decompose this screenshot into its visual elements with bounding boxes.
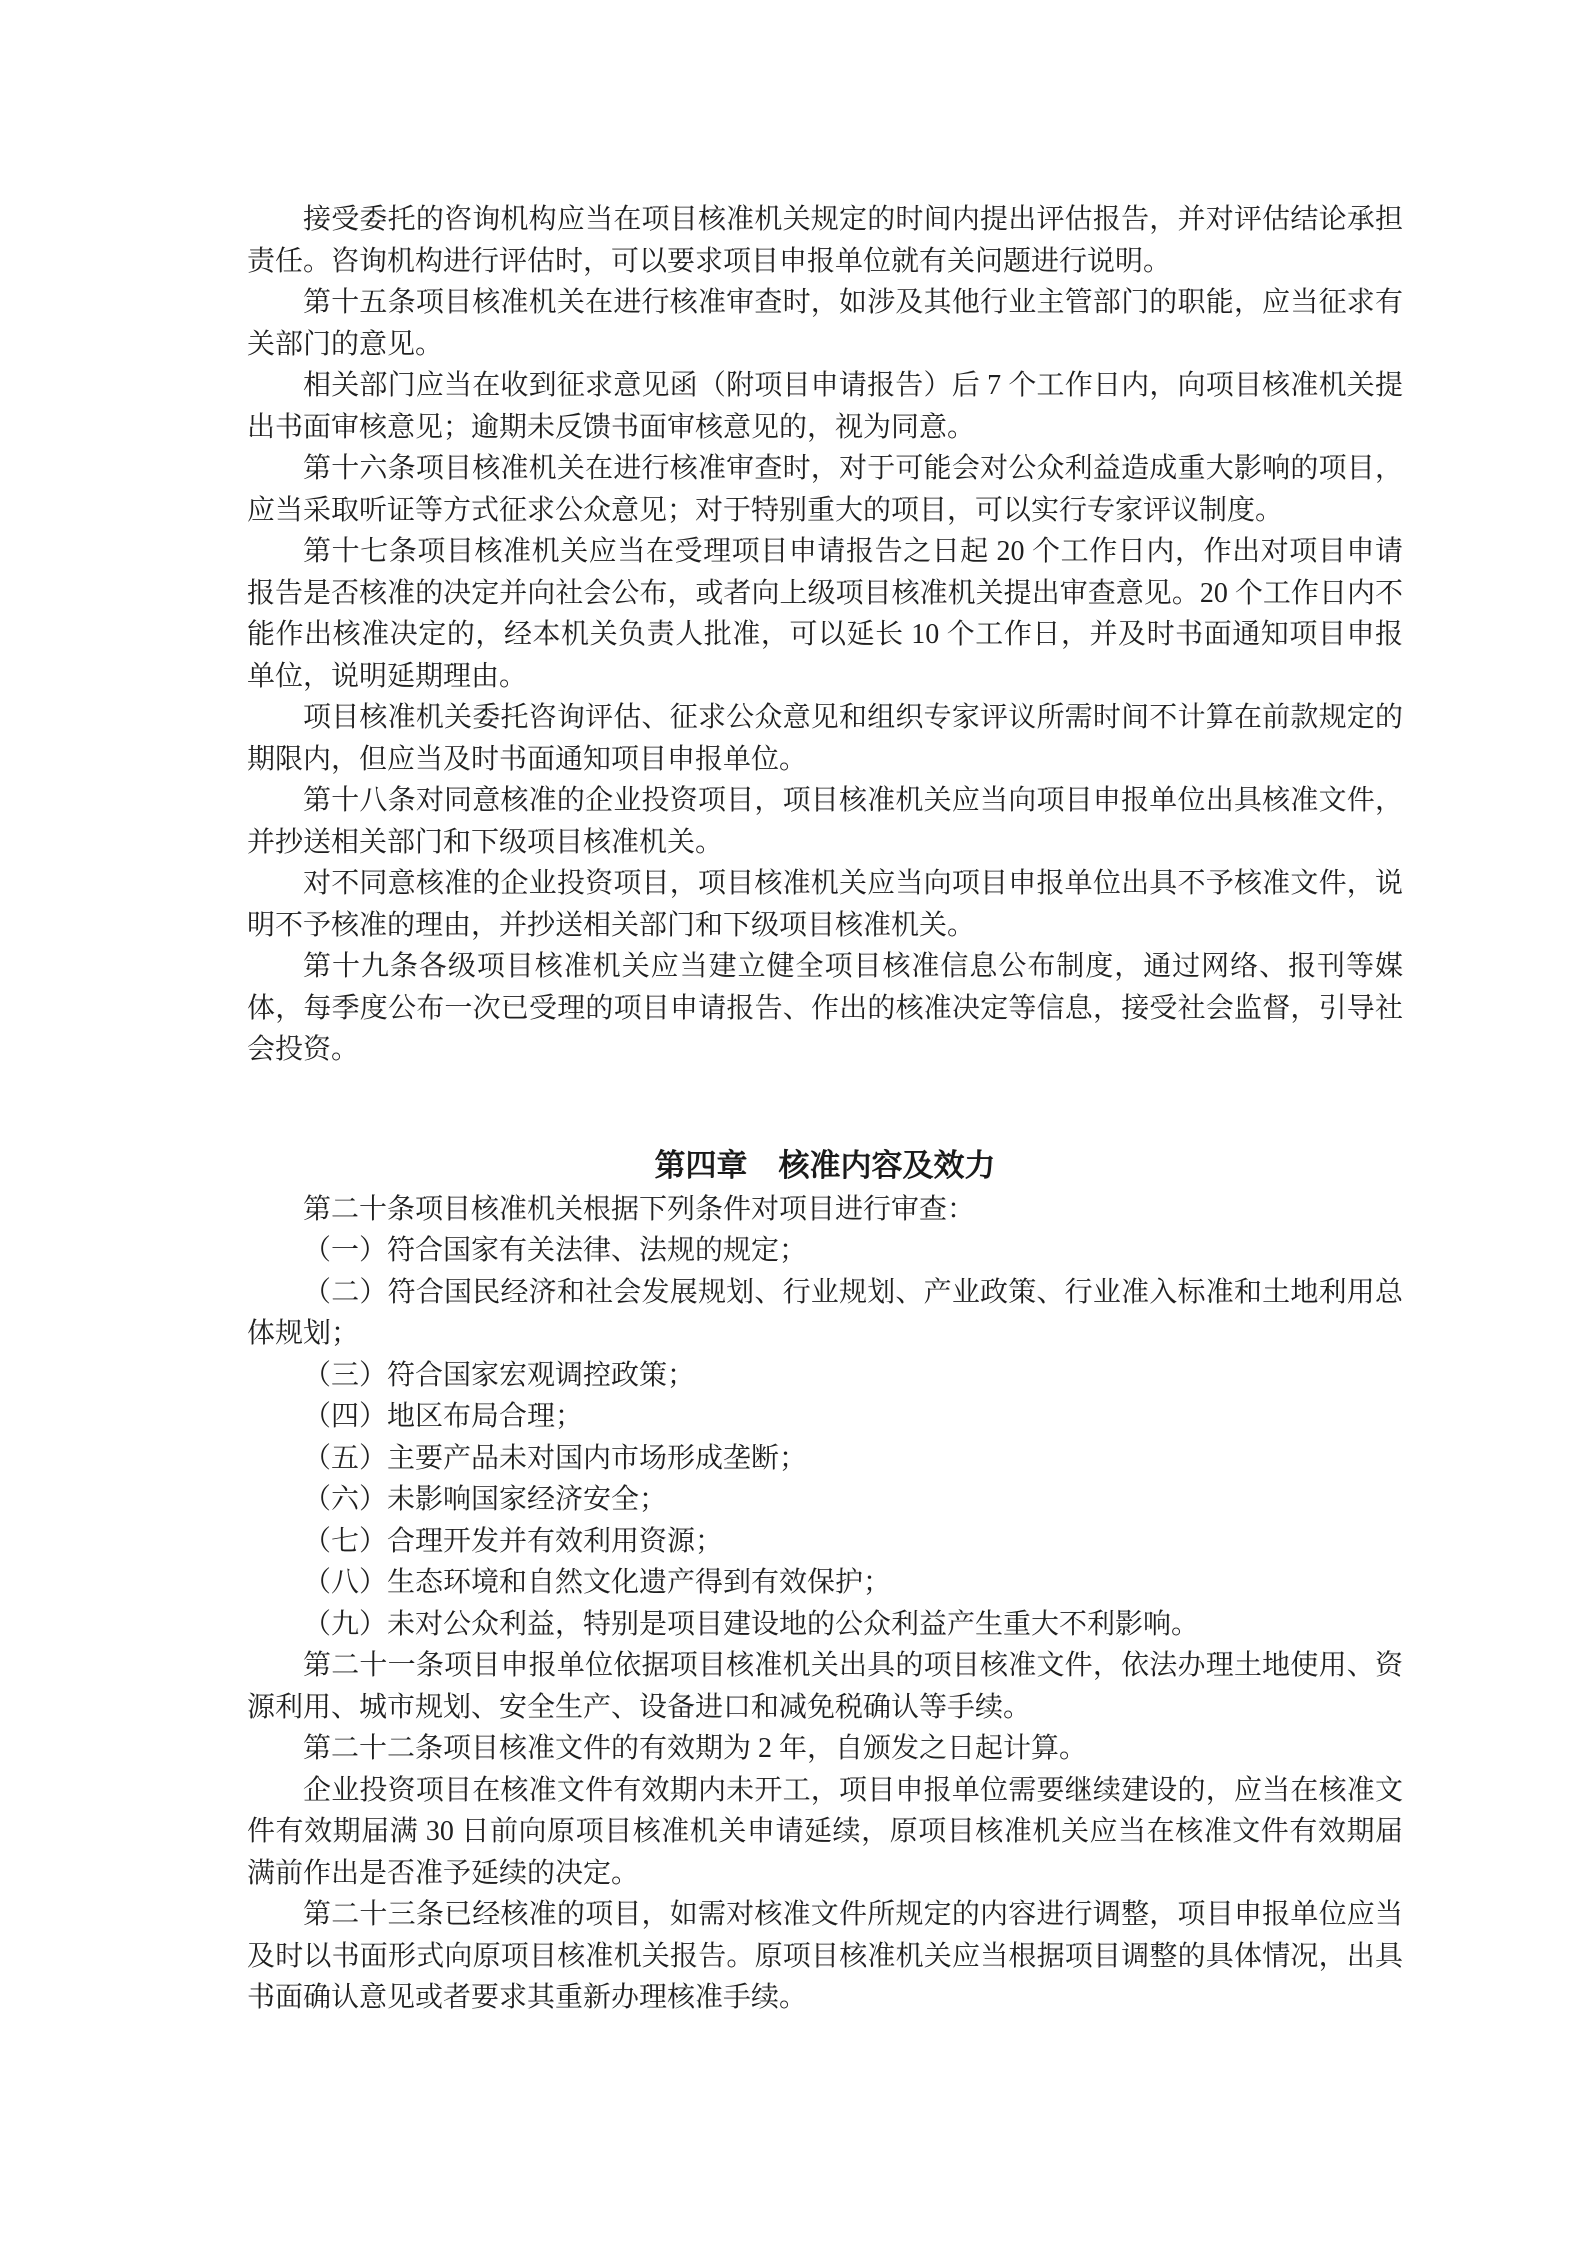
paragraph: 第十九条各级项目核准机关应当建立健全项目核准信息公布制度，通过网络、报刊等媒体，每季度公布一次已受理的项目申请报告、作出的核准决定等信息，接受社会监督，引导社会投资。 <box>247 951 1403 1065</box>
paragraph: 对不同意核准的企业投资项目，项目核准机关应当向项目申报单位出具不予核准文件，说明不予核准的理由，并抄送相关部门和下级项目核准机关。 <box>247 868 1403 941</box>
paragraph: 第二十二条项目核准文件的有效期为 2 年，自颁发之日起计算。 <box>303 1733 1088 1764</box>
paragraph: （三）符合国家宏观调控政策； <box>303 1359 696 1391</box>
paragraph: 相关部门应当在收到征求意见函（附项目申请报告）后 7 个工作日内，向项目核准机关提出书面审核意见；逾期未反馈书面审核意见的，视为同意。 <box>247 370 1403 443</box>
paragraph: （四）地区布局合理； <box>303 1401 584 1432</box>
chapter-heading: 第四章 核准内容及效力 <box>654 1147 996 1183</box>
paragraph: （八）生态环境和自然文化遗产得到有效保护； <box>303 1567 892 1598</box>
paragraph: 项目核准机关委托咨询评估、征求公众意见和组织专家评议所需时间不计算在前款规定的期限内，但应当及时书面通知项目申报单位。 <box>247 702 1403 775</box>
paragraph: 第十五条项目核准机关在进行核准审查时，如涉及其他行业主管部门的职能，应当征求有关部门的意见。 <box>247 287 1403 360</box>
document-content <box>247 199 1403 2019</box>
paragraph: （二）符合国民经济和社会发展规划、行业规划、产业政策、行业准入标准和土地利用总体规划； <box>247 1276 1403 1349</box>
paragraph: （九）未对公众利益，特别是项目建设地的公众利益产生重大不利影响。 <box>303 1608 1200 1640</box>
paragraph: 第十八条对同意核准的企业投资项目，项目核准机关应当向项目申报单位出具核准文件，并抄送相关部门和下级项目核准机关。 <box>247 785 1403 858</box>
paragraph: 第二十三条已经核准的项目，如需对核准文件所规定的内容进行调整，项目申报单位应当及时以书面形式向原项目核准机关报告。原项目核准机关应当根据项目调整的具体情况，出具书面确认意见或者要求其重新办理核准手续。 <box>247 1899 1403 2013</box>
paragraph: 接受委托的咨询机构应当在项目核准机关规定的时间内提出评估报告，并对评估结论承担责任。咨询机构进行评估时，可以要求项目申报单位就有关问题进行说明。 <box>247 204 1403 277</box>
paragraph: （七）合理开发并有效利用资源； <box>303 1525 724 1557</box>
paragraph: （六）未影响国家经济安全； <box>303 1484 668 1515</box>
paragraph: 第十七条项目核准机关应当在受理项目申请报告之日起 20 个工作日内，作出对项目申请报告是否核准的决定并向社会公布，或者向上级项目核准机关提出审查意见。20 个工作日内不能作出核准决定的，经本机关负责人批准，可以延长 10 个工作日，并及时书面通知项目申报单位，说明延期理由。 <box>247 536 1403 692</box>
paragraph: 第二十一条项目申报单位依据项目核准机关出具的项目核准文件，依法办理土地使用、资源利用、城市规划、安全生产、设备进口和减免税确认等手续。 <box>247 1650 1403 1723</box>
paragraph: （一）符合国家有关法律、法规的规定； <box>303 1235 808 1266</box>
paragraph: （五）主要产品未对国内市场形成垄断； <box>303 1442 808 1474</box>
paragraph: 第二十条项目核准机关根据下列条件对项目进行审查： <box>303 1193 976 1225</box>
paragraph: 第十六条项目核准机关在进行核准审查时，对于可能会对公众利益造成重大影响的项目，应当采取听证等方式征求公众意见；对于特别重大的项目，可以实行专家评议制度。 <box>247 453 1403 526</box>
paragraph: 企业投资项目在核准文件有效期内未开工，项目申报单位需要继续建设的，应当在核准文件有效期届满 30 日前向原项目核准机关申请延续，原项目核准机关应当在核准文件有效期届满前作出是否准予延续的决定。 <box>247 1774 1403 1889</box>
